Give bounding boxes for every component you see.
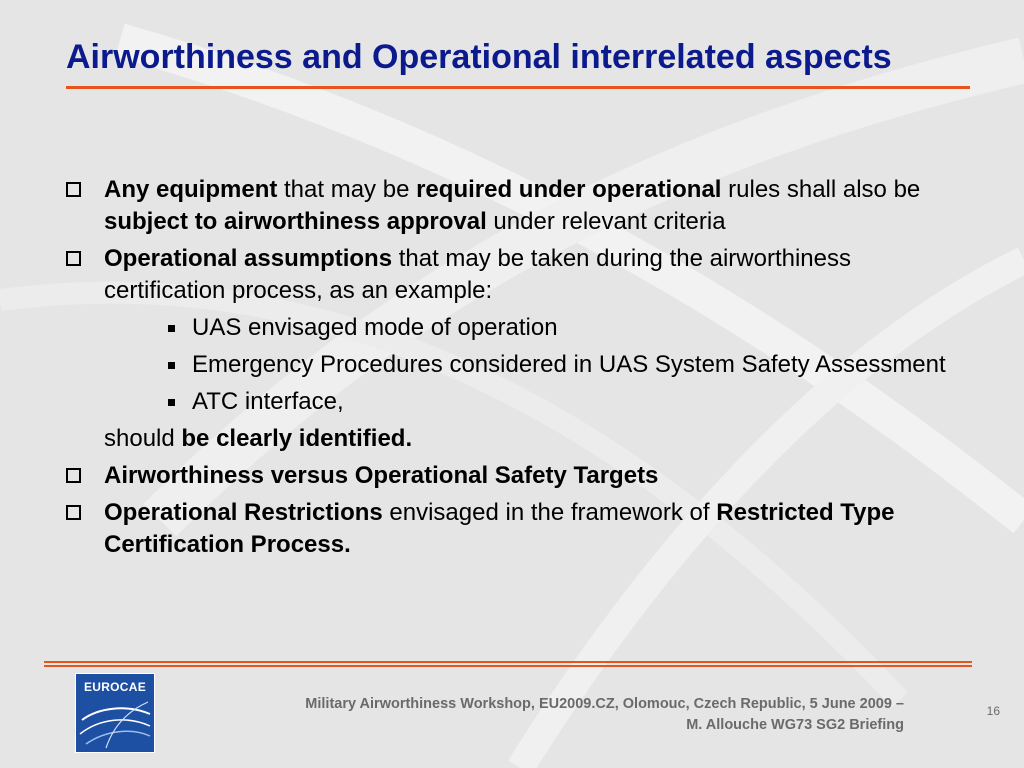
bullet-list (64, 174, 974, 566)
footer-text: Military Airworthiness Workshop, EU2009.CZ, Olomouc, Czech Republic, 5 June 2009 – M. Allouche WG73 SG2 Briefing (305, 696, 904, 733)
sub-bullet: ATC interface, (64, 386, 974, 418)
checkbox-bullet-icon (66, 505, 81, 520)
checkbox-bullet-icon (66, 182, 81, 197)
square-bullet-icon (168, 325, 175, 332)
sub-bullet: UAS envisaged mode of operation (64, 312, 974, 344)
bullet-safety-targets: Airworthiness versus Operational Safety Targets (64, 460, 974, 492)
checkbox-bullet-icon (66, 468, 81, 483)
bullet-any-equipment: Any equipment that may be required under operational rules shall also be subject to airworthiness approval under relevant criteria (64, 174, 974, 238)
checkbox-bullet-icon (66, 251, 81, 266)
title-underline (66, 86, 970, 89)
sub-bullet: Emergency Procedures considered in UAS System Safety Assessment (64, 349, 974, 381)
footer-divider (44, 661, 972, 669)
square-bullet-icon (168, 399, 175, 406)
bullet-operational-restrictions: Operational Restrictions envisaged in the framework of Restricted Type Certification Process. (64, 497, 974, 561)
logo-text: EUROCAE (83, 680, 147, 694)
eurocae-logo (75, 673, 155, 753)
bullet-operational-assumptions: Operational assumptions that may be taken during the airworthiness certification process, as an example: (64, 243, 974, 307)
should-line: should be clearly identified. (104, 425, 413, 452)
square-bullet-icon (168, 362, 175, 369)
slide-title: Airworthiness and Operational interrelated aspects (66, 38, 892, 76)
page-number: 16 (986, 704, 1000, 718)
